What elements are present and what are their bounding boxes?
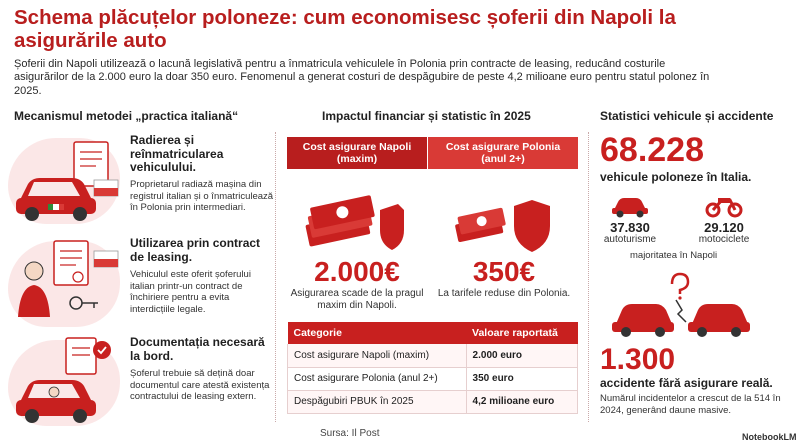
middle-column-heading: Impactul financiar și statistic în 2025 <box>322 109 531 123</box>
step-2-description: Vehiculul este oferit șoferului italian printr-un contract de închiriere pentru a evita interdicțiile legale. <box>130 269 251 315</box>
table-cell-category: Cost asigurare Polonia (anul 2+) <box>288 367 467 390</box>
step-1-title: Radierea și reînmatricularea vehiculului. <box>130 133 224 174</box>
brand-logo: NotebookLM <box>742 432 797 442</box>
majority-note: majoritatea în Napoli <box>630 250 718 261</box>
moto-count: 29.120 <box>704 220 744 235</box>
polonia-cost-description: La tarifele reduse din Polonia. <box>437 288 571 299</box>
source-note: Sursa: Il Post <box>320 428 380 439</box>
cars-count: 37.830 <box>610 220 650 235</box>
step-1-description: Proprietarul radiază mașina din registrul italian și o înmatriculează în Polonia prin intermediari. <box>130 179 274 214</box>
step-1-illustration <box>6 134 124 230</box>
column-divider-left <box>275 132 276 422</box>
step-3-description: Șoferul trebuie să dețină doar documentul care atestă existența contractului de leasing extern. <box>130 368 270 403</box>
napoli-cost-header: Cost asigurare Napoli (maxim) <box>287 137 427 169</box>
table-cell-value: 2.000 euro <box>466 344 577 367</box>
table-header-category: Categorie <box>288 322 467 344</box>
polonia-cost-value: 350€ <box>472 256 536 287</box>
step-2-title: Utilizarea prin contract de leasing. <box>130 236 261 264</box>
accidents-label: accidente fără asigurare reală. <box>600 376 773 390</box>
page-title: Schema plăcuțelor poloneze: cum economisesc șoferii din Napoli la asigurările auto <box>14 6 676 52</box>
step-2-illustration <box>6 237 124 333</box>
table-row <box>288 390 578 413</box>
vehicles-total: 68.228 <box>600 131 704 169</box>
table-row <box>288 344 578 367</box>
car-icon <box>6 336 124 432</box>
napoli-cost-description: Asigurarea scade de la pragul maxim din Napoli. <box>290 288 424 311</box>
vehicles-label: vehicule poloneze în Italia. <box>600 170 752 184</box>
table-header-row <box>288 322 578 344</box>
intro-text: Șoferii din Napoli utilizează o lacună legislativă pentru a înmatricula vehiculele în Polonia prin contracte de leasing, reducând costurile asigurărilor de la 2.000 euro la doar 350 euro. Fenomenul a generat costuri de despăgubire de peste 4,2 milioane euro pentru statul polonez în 2025. <box>14 58 710 97</box>
table-header-value: Valoare raportată <box>466 322 577 344</box>
table-cell-category: Despăgubiri PBUK în 2025 <box>288 390 467 413</box>
question-icon <box>672 274 688 294</box>
car-key-icon <box>6 237 124 333</box>
accidents-description: Numărul incidentelor a crescut de la 514 în 2024, generând daune masive. <box>600 393 781 416</box>
car-icon <box>610 194 650 218</box>
shield-icon <box>448 198 558 258</box>
table-cell-category: Cost asigurare Napoli (maxim) <box>288 344 467 367</box>
table-row <box>288 367 578 390</box>
cars-label: autoturisme <box>603 234 657 245</box>
step-3-illustration <box>6 336 124 432</box>
car-icon <box>6 134 124 230</box>
cost-table <box>287 322 578 414</box>
napoli-cost-value: 2.000€ <box>314 256 400 287</box>
money-stack-icon <box>300 190 410 255</box>
accidents-count: 1.300 <box>600 343 676 376</box>
table-cell-value: 4,2 milioane euro <box>466 390 577 413</box>
crash-icon <box>610 270 760 340</box>
right-column-heading: Statistici vehicule și accidente <box>600 109 774 123</box>
column-divider-right <box>588 132 589 422</box>
step-3-title: Documentația necesară la bord. <box>130 335 265 363</box>
motorcycle-icon <box>704 194 744 218</box>
moto-label: motociclete <box>698 234 750 245</box>
left-column-heading: Mecanismul metodei „practica italiană“ <box>14 109 239 123</box>
table-cell-value: 350 euro <box>466 367 577 390</box>
polonia-cost-header: Cost asigurare Polonia (anul 2+) <box>428 137 578 169</box>
